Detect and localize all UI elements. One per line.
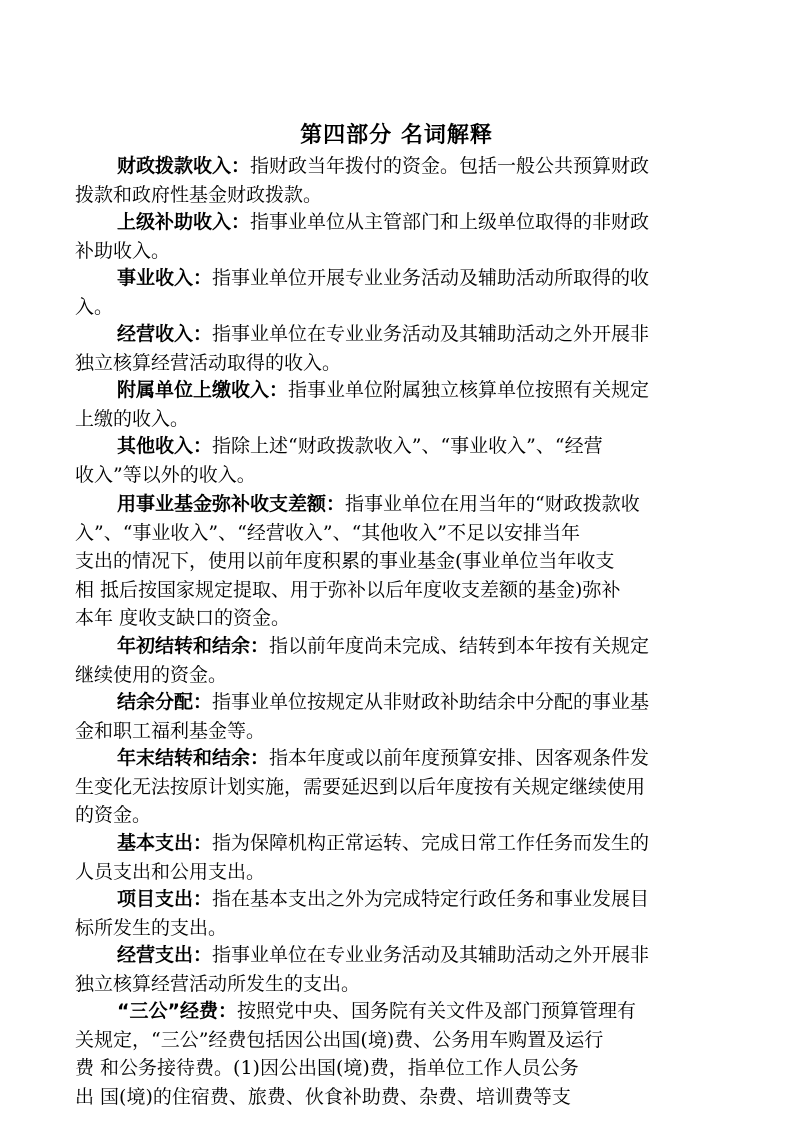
entry-text: 继续使用的资金。: [75, 663, 228, 686]
entry-text: 关规定，“三公”经费包括因公出国(境)费、公务用车购置及运行: [75, 1028, 604, 1051]
entry-line: [75, 152, 715, 181]
entry-line: [75, 858, 715, 887]
entry-text: 费 和公务接待费。(1)因公出国(境)费，指单位工作人员公务: [75, 1057, 579, 1079]
glossary-entry: [75, 688, 715, 745]
entry-term: “三公”经费：: [117, 1000, 237, 1022]
entry-line: [75, 264, 715, 293]
entry-text: 指事业单位在用当年的“财政拨款收: [345, 493, 640, 515]
glossary-entry: [75, 941, 715, 998]
entry-line: [75, 490, 715, 519]
entry-term: 附属单位上缴收入：: [117, 379, 289, 401]
entry-term: 基本支出：: [117, 832, 213, 854]
entry-line: [75, 376, 715, 405]
entry-term: 结余分配：: [117, 691, 213, 713]
entry-text: 指事业单位在专业业务活动及其辅助活动之外开展非: [212, 323, 650, 345]
glossary-entry: [75, 885, 715, 942]
entry-line: [75, 293, 715, 322]
entry-text: 拨款和政府性基金财政拨款。: [75, 183, 323, 206]
entry-line: [75, 1083, 715, 1112]
entry-line: [75, 1026, 715, 1055]
entry-text: 指事业单位从主管部门和上级单位取得的非财政: [250, 211, 650, 233]
entry-line: [75, 773, 715, 802]
entry-term: 其他收入：: [117, 435, 213, 457]
entry-text: 人员支出和公用支出。: [75, 860, 266, 883]
entry-line: [75, 744, 715, 773]
entry-text: 指为保障机构正常运转、完成日常工作任务而发生的: [212, 832, 650, 854]
entry-line: [75, 349, 715, 378]
entry-text: 标所发生的支出。: [75, 916, 228, 939]
entry-text: 指财政当年拨付的资金。包括一般公共预算财政: [250, 155, 650, 177]
entry-line: [75, 576, 715, 605]
glossary-entry: [75, 152, 715, 209]
entry-term: 用事业基金弥补收支差额：: [117, 493, 346, 515]
entry-line: [75, 914, 715, 943]
entry-text: 指事业单位开展专业业务活动及辅助活动所取得的收: [212, 267, 650, 289]
entry-term: 年初结转和结余：: [117, 635, 270, 657]
entry-text: 指以前年度尚未完成、结转到本年按有关规定: [269, 635, 650, 657]
entry-text: 指事业单位在专业业务活动及其辅助活动之外开展非: [212, 944, 650, 966]
entry-text: 本年 度收支缺口的资金。: [75, 607, 291, 629]
entry-text: 指除上述“财政拨款收入”、“事业收入”、“经营: [212, 435, 603, 457]
page-title: 第四部分 名词解释: [300, 122, 493, 148]
entry-text: 补助收入。: [75, 239, 171, 262]
entry-line: [75, 997, 715, 1026]
entry-line: [75, 208, 715, 237]
glossary-entry: [75, 490, 715, 633]
entry-line: [75, 461, 715, 490]
glossary-entry: [75, 997, 715, 1111]
entry-text: 金和职工福利基金等。: [75, 719, 266, 742]
entry-text: 指在基本支出之外为完成特定行政任务和事业发展目: [212, 888, 650, 910]
entry-line: [75, 604, 715, 633]
entry-line: [75, 181, 715, 210]
entry-text: 指本年度或以前年度预算安排、因客观条件发: [269, 747, 650, 769]
entry-line: [75, 801, 715, 830]
glossary-entry: [75, 432, 715, 489]
entry-line: [75, 432, 715, 461]
entry-line: [75, 829, 715, 858]
entry-text: 独立核算经营活动所发生的支出。: [75, 972, 361, 995]
entry-text: 指事业单位附属独立核算单位按照有关规定: [288, 379, 650, 401]
entry-term: 事业收入：: [117, 267, 213, 289]
entry-text: 的资金。: [75, 804, 152, 826]
entry-line: [75, 717, 715, 746]
entry-line: [75, 632, 715, 661]
entry-text: 出 国(境)的住宿费、旅费、伙食补助费、杂费、培训费等支: [75, 1085, 571, 1108]
entry-line: [75, 941, 715, 970]
glossary-entry: [75, 208, 715, 265]
entry-term: 经营收入：: [117, 323, 213, 345]
entry-text: 按照党中央、国务院有关文件及部门预算管理有: [236, 1000, 636, 1022]
entry-text: 上缴的收入。: [75, 407, 190, 430]
entry-text: 指事业单位按规定从非财政补助结余中分配的事业基: [212, 691, 650, 713]
entry-line: [75, 661, 715, 690]
glossary-entry: [75, 376, 715, 433]
entry-text: 收入”等以外的收入。: [75, 463, 256, 486]
glossary-entry: [75, 632, 715, 689]
entry-text: 入”、“事业收入”、“经营收入”、“其他收入”不足以安排当年: [75, 521, 580, 544]
entry-line: [75, 519, 715, 548]
entry-term: 年末结转和结余：: [117, 747, 270, 769]
entry-line: [75, 405, 715, 434]
entry-line: [75, 688, 715, 717]
entry-line: [75, 970, 715, 999]
glossary-entry: [75, 829, 715, 886]
entry-term: 财政拨款收入：: [117, 155, 251, 177]
entry-text: 相 抵后按国家规定提取、用于弥补以后年度收支差额的基金)弥补: [75, 578, 621, 601]
entry-term: 上级补助收入：: [117, 211, 251, 233]
entry-line: [75, 547, 715, 576]
entry-text: 入。: [75, 295, 114, 318]
entry-line: [75, 320, 715, 349]
entry-term: 经营支出：: [117, 944, 213, 966]
entry-text: 独立核算经营活动取得的收入。: [75, 351, 342, 374]
entry-line: [75, 885, 715, 914]
glossary-entry: [75, 264, 715, 321]
entry-line: [75, 1054, 715, 1083]
entry-line: [75, 237, 715, 266]
glossary-entry: [75, 744, 715, 830]
glossary-entry: [75, 320, 715, 377]
entry-term: 项目支出：: [117, 888, 213, 910]
entry-text: 支出的情况下，使用以前年度积累的事业基金(事业单位当年收支: [75, 550, 615, 572]
entry-text: 生变化无法按原计划实施，需要延迟到以后年度按有关规定继续使用: [75, 775, 646, 798]
